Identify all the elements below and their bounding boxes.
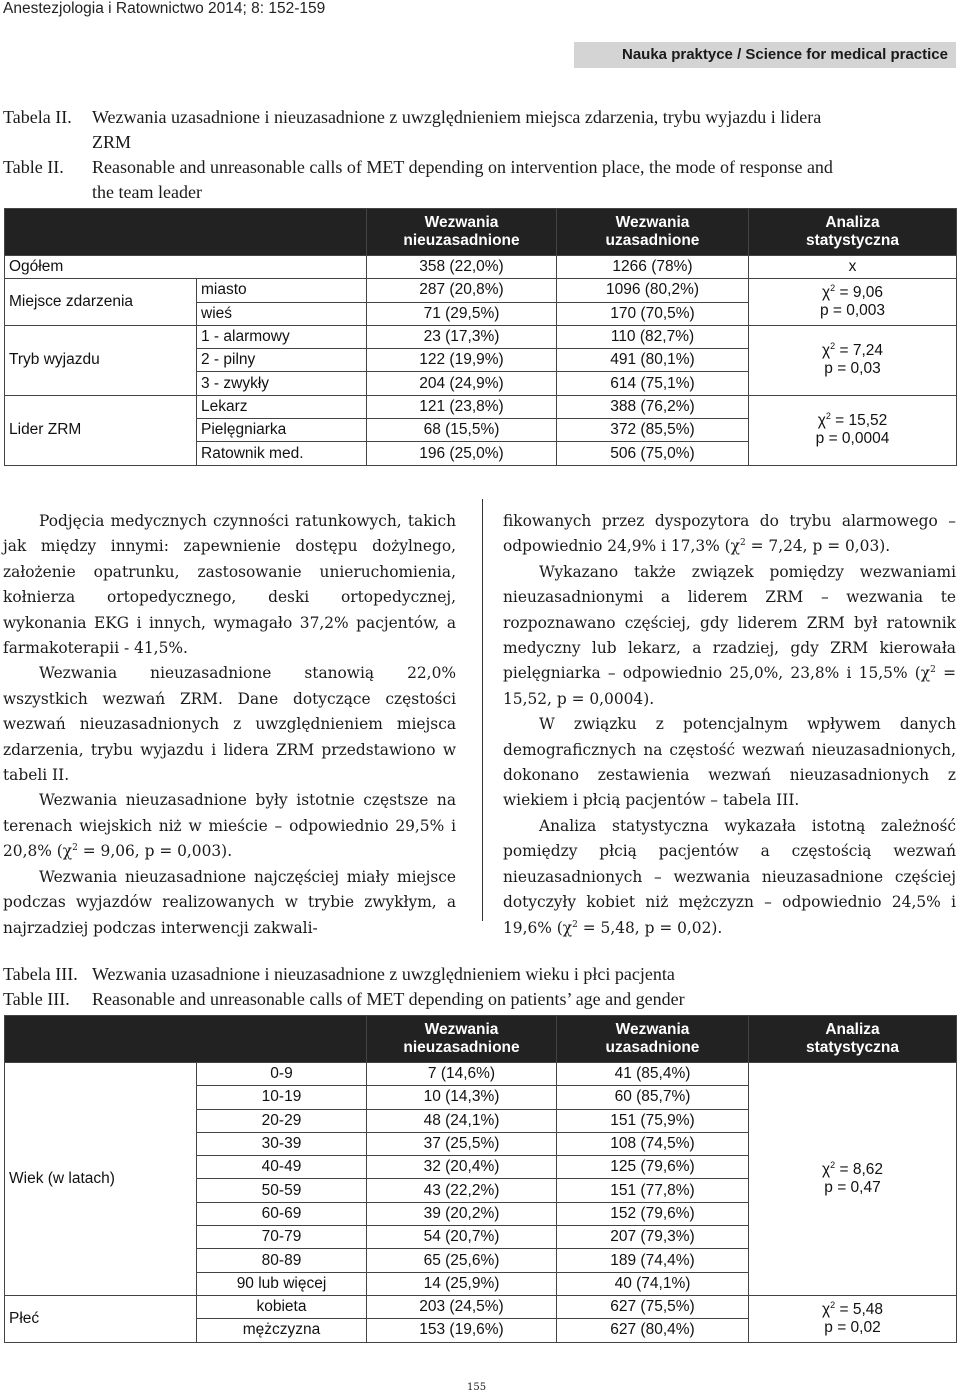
table2-header-stats: Analiza statystyczna (749, 209, 957, 256)
sub-label: Pielęgniarka (197, 419, 367, 442)
cell-unreasonable: 39 (20,2%) (367, 1202, 557, 1225)
cell-unreasonable: 7 (14,6%) (367, 1063, 557, 1086)
table-row (5, 256, 957, 279)
table2-title-en-line2: the team leader (92, 182, 202, 202)
sub-label: 10-19 (197, 1086, 367, 1109)
sub-label: 90 lub więcej (197, 1272, 367, 1295)
paragraph: Wezwania nieuzasadnione stanowią 22,0% wszystkich wezwań ZRM. Dane dotyczące częstości wezwań nieuzasadnionych z uwzględnieniem miejsca zdarzenia, trybu wyjazdu i lidera ZRM przedstawiono w tabeli II. (3, 664, 456, 785)
table2-caption-pl (3, 105, 953, 155)
table2-label-en: Table II. (3, 157, 64, 177)
group-label: Płeć (5, 1295, 197, 1342)
cell-unreasonable: 203 (24,5%) (367, 1295, 557, 1318)
sub-label: mężczyzna (197, 1319, 367, 1342)
cell-unreasonable: 65 (25,6%) (367, 1249, 557, 1272)
cell-stat: $\chi^2 = 8,62$ p = 0,47 (749, 1063, 957, 1296)
sub-label: wieś (197, 302, 367, 325)
cell-reasonable: 627 (75,5%) (557, 1295, 749, 1318)
sub-label: 60-69 (197, 1202, 367, 1225)
table2-header-row (5, 209, 957, 256)
table-row (5, 325, 957, 348)
cell-stat: x (749, 256, 957, 279)
sub-label: 50-59 (197, 1179, 367, 1202)
cell-stat: $\chi^2 = 9,06$ p = 0,003 (749, 279, 957, 326)
table2-title-pl-line2: ZRM (92, 132, 132, 152)
cell-reasonable: 170 (70,5%) (557, 302, 749, 325)
cell-unreasonable: 37 (25,5%) (367, 1132, 557, 1155)
table-row (5, 279, 957, 302)
cell-unreasonable: 153 (19,6%) (367, 1319, 557, 1342)
table2-title-pl-line1: Wezwania uzasadnione i nieuzasadnione z uwzględnieniem miejsca zdarzenia, trybu wyjazdu i lidera (92, 107, 822, 127)
cell-reasonable: 60 (85,7%) (557, 1086, 749, 1109)
group-label: Miejsce zdarzenia (5, 279, 197, 326)
cell-reasonable: 1096 (80,2%) (557, 279, 749, 302)
cell-reasonable: 40 (74,1%) (557, 1272, 749, 1295)
table3-header-unreasonable: Wezwania nieuzasadnione (367, 1016, 557, 1063)
group-label: Tryb wyjazdu (5, 325, 197, 395)
cell-unreasonable: 68 (15,5%) (367, 419, 557, 442)
table2-title-en-line1: Reasonable and unreasonable calls of MET depending on intervention place, the mode of response and (92, 157, 833, 177)
sub-label: 2 - pilny (197, 349, 367, 372)
page-number: 155 (467, 1382, 487, 1393)
table2-header-unreasonable: Wezwania nieuzasadnione (367, 209, 557, 256)
table2-header-blank (5, 209, 367, 256)
table2-caption-en (3, 155, 953, 205)
cell-stat: $\chi^2 = 7,24$ p = 0,03 (749, 325, 957, 395)
sub-label: 1 - alarmowy (197, 325, 367, 348)
cell-reasonable: 151 (75,9%) (557, 1109, 749, 1132)
paragraph: fikowanych przez dyspozytora do trybu alarmowego – odpowiednio 24,9% i 17,3% ($\chi^2 = 7,24$, p = 0,03). (503, 512, 956, 556)
sub-label: Lekarz (197, 395, 367, 418)
table3-header-blank (5, 1016, 367, 1063)
table3-label-en: Table III. (3, 989, 70, 1009)
cell-reasonable: 108 (74,5%) (557, 1132, 749, 1155)
cell-reasonable: 41 (85,4%) (557, 1063, 749, 1086)
table2-header-reasonable: Wezwania uzasadnione (557, 209, 749, 256)
sub-label: kobieta (197, 1295, 367, 1318)
table2 (4, 208, 957, 466)
cell-stat: $\chi^2 = 5,48$ p = 0,02 (749, 1295, 957, 1342)
cell-reasonable: 151 (77,8%) (557, 1179, 749, 1202)
paragraph: Podjęcia medycznych czynności ratunkowych, takich jak między innymi: zapewnienie dostępu dożylnego, założenie opatrunku, zastosowanie unieruchomienia, kołnierza ortopedycznego, deski ortopedycznej, wykonania EKG i innych, wymagało 37,2% pacjentów, a farmakoterapii - 41,5%. (3, 512, 456, 658)
cell-unreasonable: 71 (29,5%) (367, 302, 557, 325)
cell-unreasonable: 14 (25,9%) (367, 1272, 557, 1295)
cell-reasonable: 125 (79,6%) (557, 1156, 749, 1179)
journal-citation: Anestezjologia i Ratownictwo 2014; 8: 152-159 (3, 0, 326, 17)
cell-unreasonable: 48 (24,1%) (367, 1109, 557, 1132)
cell-unreasonable: 121 (23,8%) (367, 395, 557, 418)
sub-label: 40-49 (197, 1156, 367, 1179)
paragraph: Wezwania nieuzasadnione najczęściej miały miejsce podczas wyjazdów realizowanych w trybie zwykłym, a najrzadziej podczas interwencji zakwali- (3, 867, 456, 937)
body-column-right (503, 509, 956, 941)
sub-label: 3 - zwykły (197, 372, 367, 395)
column-divider (482, 499, 483, 921)
cell-reasonable: 1266 (78%) (557, 256, 749, 279)
table3-title-en: Reasonable and unreasonable calls of MET depending on patients’ age and gender (92, 989, 685, 1009)
table3-header-row (5, 1016, 957, 1063)
cell-unreasonable: 122 (19,9%) (367, 349, 557, 372)
cell-unreasonable: 196 (25,0%) (367, 442, 557, 465)
group-label: Lider ZRM (5, 395, 197, 465)
cell-stat: $\chi^2 = 15,52$ p = 0,0004 (749, 395, 957, 465)
table-row (5, 1295, 957, 1318)
cell-unreasonable: 358 (22,0%) (367, 256, 557, 279)
table-row (5, 395, 957, 418)
cell-reasonable: 627 (80,4%) (557, 1319, 749, 1342)
cell-reasonable: 388 (76,2%) (557, 395, 749, 418)
sub-label: 70-79 (197, 1226, 367, 1249)
paragraph: Analiza statystyczna wykazała istotną zależność pomiędzy płcią pacjentów a częstością wezwań nieuzasadnionych – wezwania nieuzasadnione częściej dotyczyły kobiet niż mężczyzn – odpowiednio 24,5% i 19,6% ($\chi^2 = 5,48$, p = 0,02). (503, 816, 956, 937)
row-label: Ogółem (5, 256, 367, 279)
sub-label: miasto (197, 279, 367, 302)
sub-label: 0-9 (197, 1063, 367, 1086)
table3-header-reasonable: Wezwania uzasadnione (557, 1016, 749, 1063)
sub-label: 30-39 (197, 1132, 367, 1155)
table3-header-stats: Analiza statystyczna (749, 1016, 957, 1063)
cell-reasonable: 207 (79,3%) (557, 1226, 749, 1249)
table3-caption-pl (3, 962, 953, 987)
sub-label: Ratownik med. (197, 442, 367, 465)
paragraph: W związku z potencjalnym wpływem danych demograficznych na częstość wezwań nieuzasadnionych, dokonano zestawienia wezwań nieuzasadnionych z wiekiem i płcią pacjentów – tabela III. (503, 715, 956, 810)
table3-title-pl: Wezwania uzasadnione i nieuzasadnione z uwzględnieniem wieku i płci pacjenta (92, 964, 675, 984)
cell-unreasonable: 54 (20,7%) (367, 1226, 557, 1249)
cell-unreasonable: 204 (24,9%) (367, 372, 557, 395)
group-label: Wiek (w latach) (5, 1063, 197, 1296)
body-column-left (3, 509, 456, 941)
cell-reasonable: 372 (85,5%) (557, 419, 749, 442)
cell-reasonable: 110 (82,7%) (557, 325, 749, 348)
cell-reasonable: 189 (74,4%) (557, 1249, 749, 1272)
cell-unreasonable: 23 (17,3%) (367, 325, 557, 348)
cell-unreasonable: 43 (22,2%) (367, 1179, 557, 1202)
section-banner: Nauka praktyce / Science for medical practice (574, 42, 956, 68)
table3 (4, 1015, 957, 1343)
cell-reasonable: 506 (75,0%) (557, 442, 749, 465)
paragraph: Wezwania nieuzasadnione były istotnie częstsze na terenach wiejskich niż w mieście – odpowiednio 29,5% i 20,8% ($\chi^2 = 9,06$, p = 0,003). (3, 791, 456, 861)
table3-caption-en (3, 987, 953, 1012)
table2-label-pl: Tabela II. (3, 107, 72, 127)
cell-reasonable: 152 (79,6%) (557, 1202, 749, 1225)
cell-reasonable: 614 (75,1%) (557, 372, 749, 395)
cell-unreasonable: 287 (20,8%) (367, 279, 557, 302)
table-row (5, 1063, 957, 1086)
sub-label: 20-29 (197, 1109, 367, 1132)
cell-unreasonable: 10 (14,3%) (367, 1086, 557, 1109)
paragraph: Wykazano także związek pomiędzy wezwaniami nieuzasadnionymi a liderem ZRM – wezwania te rozpoznawano częściej, gdy liderem ZRM był ratownik medyczny lub lekarz, a rzadziej, gdy ZRM kierowała pielęgniarka – odpowiednio 25,0%, 23,8% i 15,5% ($\chi^2 = 15,52$, p = 0,0004). (503, 562, 956, 708)
cell-reasonable: 491 (80,1%) (557, 349, 749, 372)
cell-unreasonable: 32 (20,4%) (367, 1156, 557, 1179)
table3-label-pl: Tabela III. (3, 964, 78, 984)
sub-label: 80-89 (197, 1249, 367, 1272)
